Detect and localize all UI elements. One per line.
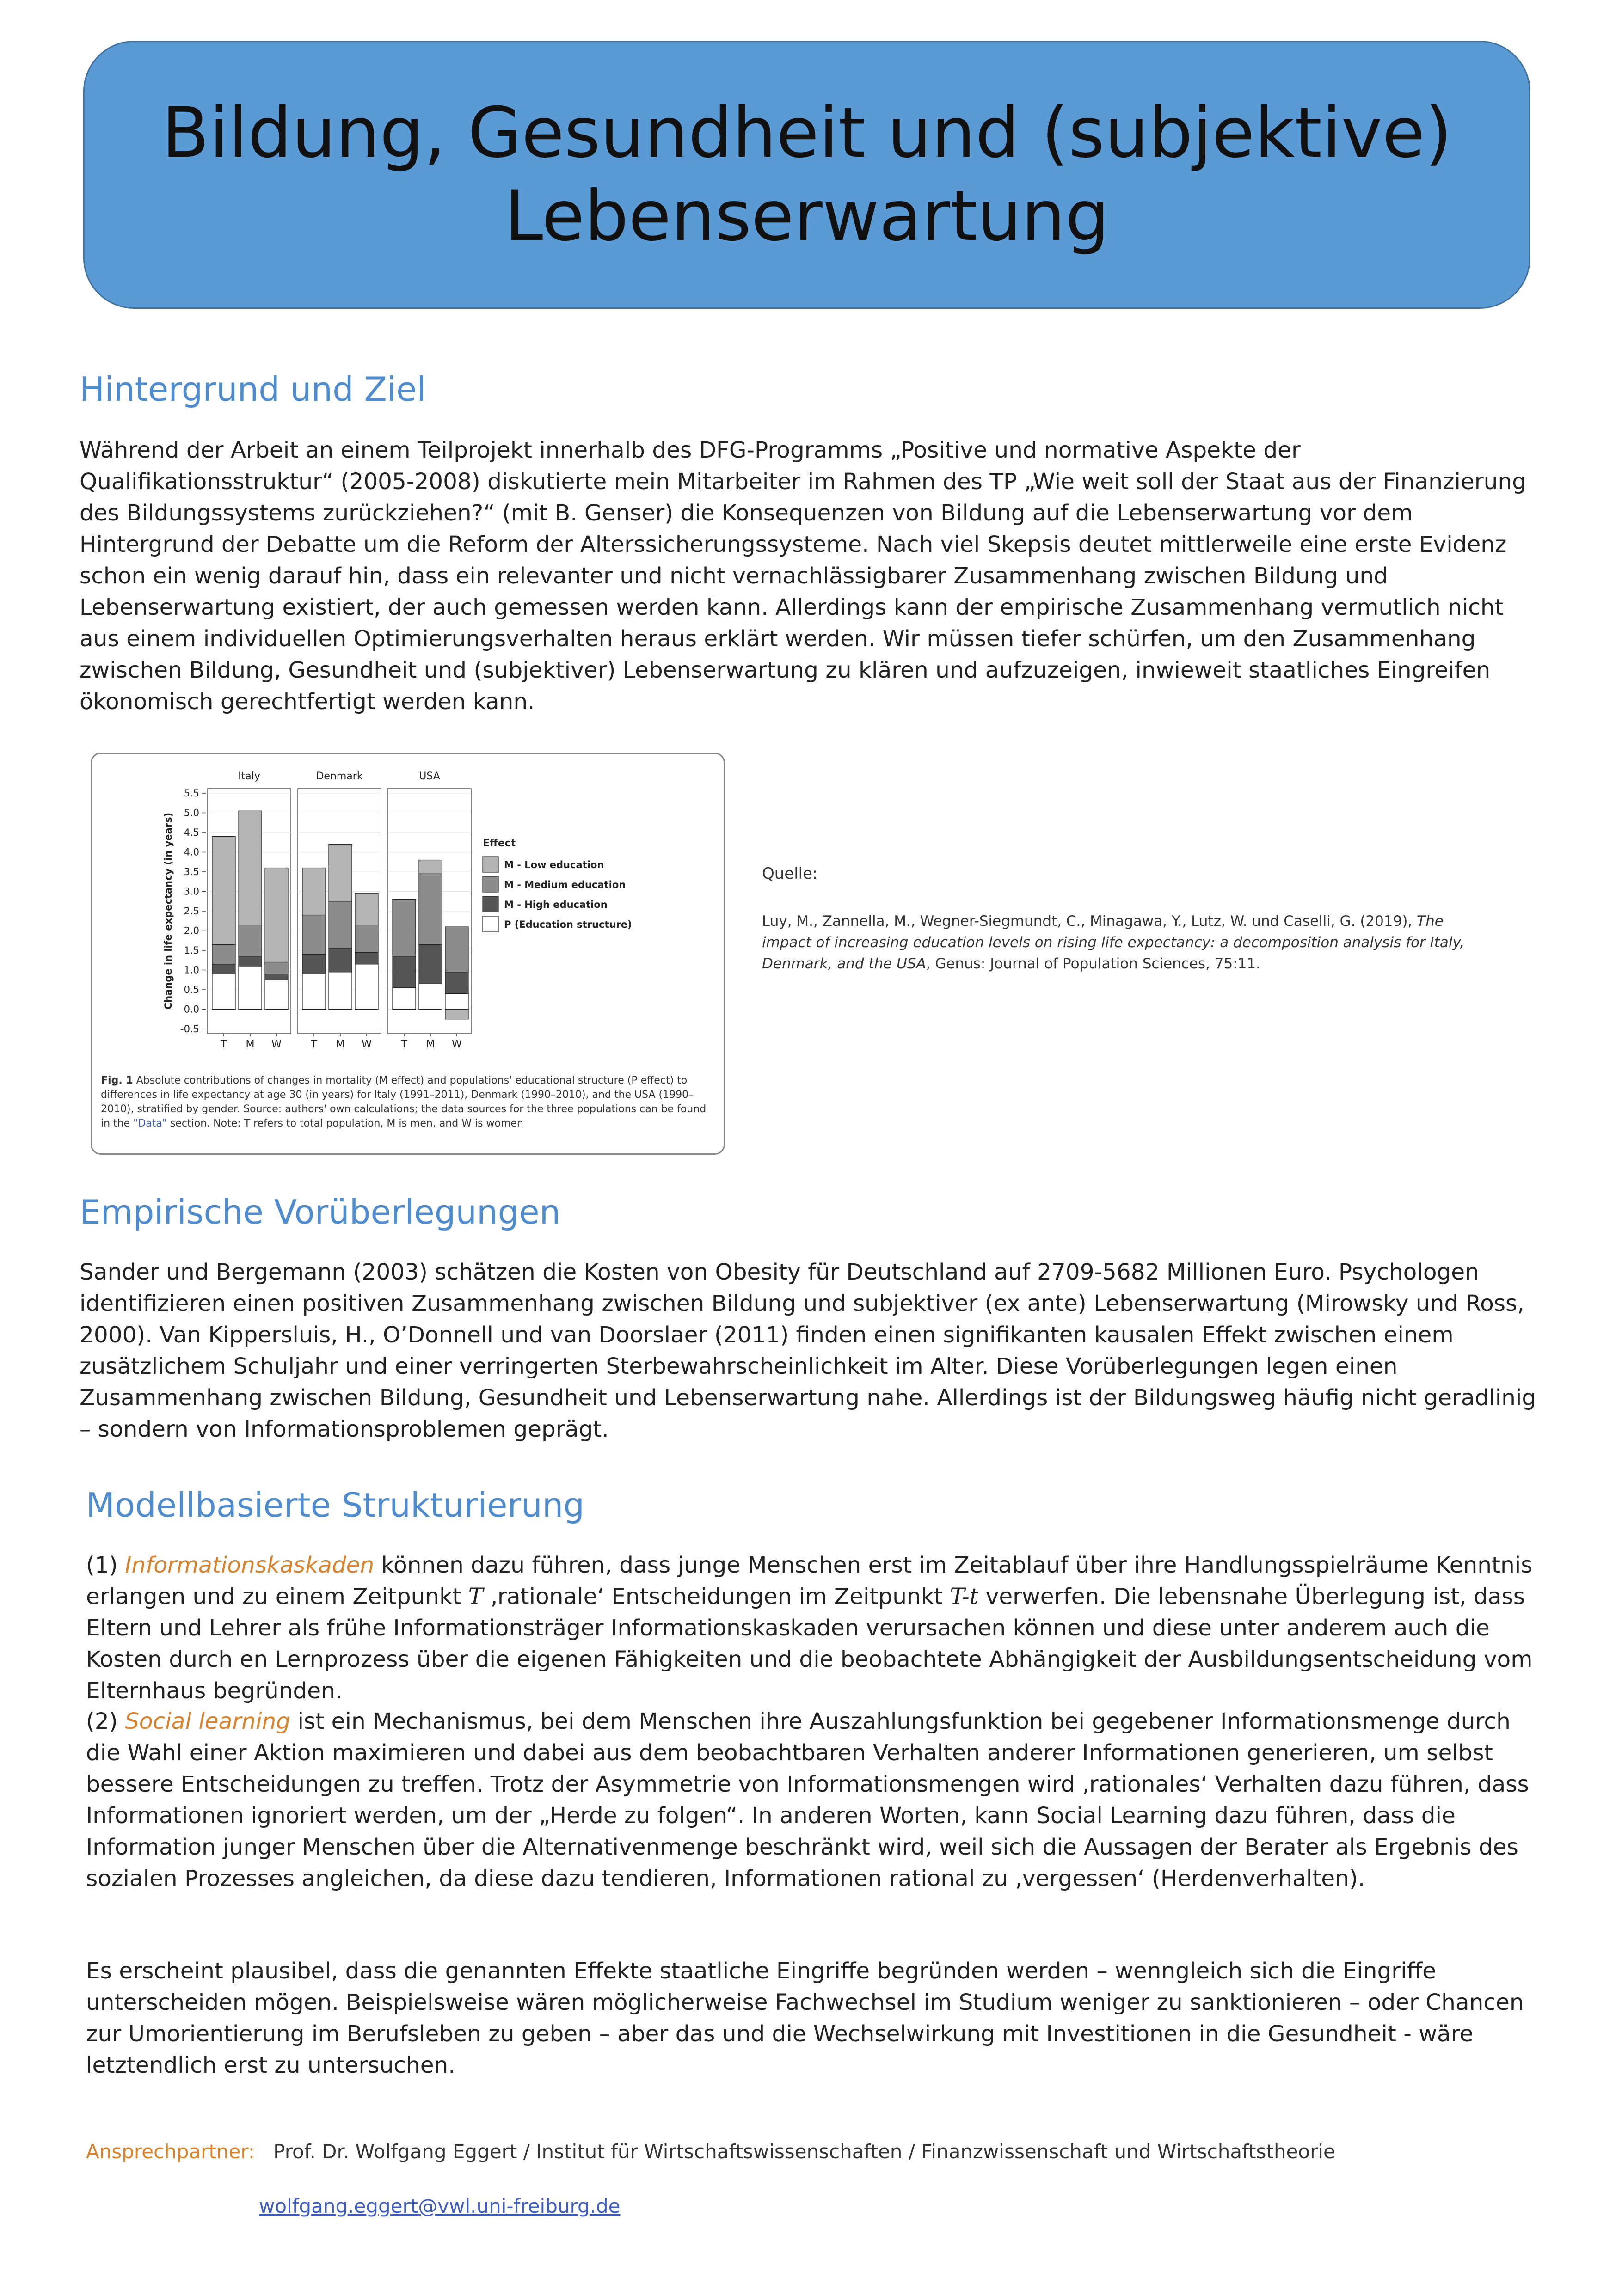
paragraph-empirische: Sander und Bergemann (2003) schätzen die Kosten von Obesity für Deutschland auf 2709-5682 Millionen Euro. Psychologen identifizieren einen positiven Zusammenhang zwischen Bildung und subjektiver (ex ante) Lebenserwartung (Mirowsky und Ross, 2000). Van Kippersluis, H., O’Donnell und van Doorslaer (2011) finden einen signifikanten kausalen Effekt zwischen einem zusätzlichem Schuljahr und einer verringerten Sterbewahrscheinlichkeit im Alter. Diese Vorüberlegungen legen einen Zusammenhang zwischen Bildung, Gesundheit und Lebenserwartung nahe. Allerdings ist der Bildungsweg häufig nicht geradlinig – sondern von Informationsproblemen geprägt. bbox=[80, 1259, 1536, 1442]
y-tick-label: 4.5 bbox=[184, 827, 199, 838]
page-title-line-1: Bildung, Gesundheit und (subjektive) bbox=[161, 93, 1452, 173]
bar-segment bbox=[355, 894, 378, 925]
y-tick-label: 0.5 bbox=[184, 984, 199, 995]
term-informationskaskaden: Informationskaskaden bbox=[125, 1552, 375, 1578]
heading-hintergrund: Hintergrund und Ziel bbox=[80, 370, 426, 409]
source-journal: , Genus: Journal of Population Sciences, 75:11. bbox=[926, 955, 1260, 972]
y-tick-label: 5.5 bbox=[184, 788, 199, 799]
legend-swatch bbox=[483, 896, 498, 912]
bar-segment bbox=[239, 956, 262, 966]
bar-segment bbox=[212, 974, 235, 1010]
bar-segment bbox=[445, 927, 468, 972]
bar-segment bbox=[265, 868, 288, 962]
bar-segment bbox=[393, 956, 416, 988]
x-tick-label: T bbox=[221, 1039, 227, 1050]
source-label: Quelle: bbox=[762, 864, 818, 883]
bar-segment bbox=[419, 944, 442, 984]
x-tick-label: W bbox=[271, 1039, 282, 1050]
bar-segment bbox=[445, 972, 468, 994]
source-authors: Luy, M., Zannella, M., Wegner-Siegmundt, C., Minagawa, Y., Lutz, W. und Caselli, G. (2019), bbox=[762, 913, 1417, 930]
source-citation bbox=[762, 911, 1483, 974]
bar-segment bbox=[355, 925, 378, 953]
bar-segment bbox=[419, 984, 442, 1009]
contact-label: Ansprechpartner: bbox=[86, 2140, 255, 2163]
figure-caption-label: Fig. 1 bbox=[101, 1075, 133, 1086]
math-T: T bbox=[468, 1584, 484, 1610]
legend-title: Effect bbox=[483, 838, 516, 849]
heading-empirische: Empirische Vorüberlegungen bbox=[80, 1193, 561, 1231]
y-tick-label: 2.5 bbox=[184, 906, 199, 917]
p1-text-b: ‚rationale‘ Entscheidungen im Zeitpunkt bbox=[483, 1584, 950, 1610]
paragraph-fazit: Es erscheint plausibel, dass die genannten Effekte staatliche Eingriffe begründen werden – wenngleich sich die Eingriffe unterscheiden mögen. Beispielsweise wären möglicherweise Fachwechsel im Studium weniger zu sanktionieren – oder Chancen zur Umorientierung im Berufsleben zu geben – aber das und die Wechselwirkung mit Investitionen in die Gesundheit - wäre letztendlich erst zu untersuchen. bbox=[86, 1958, 1524, 2078]
p1-text-c: verwerfen. Die lebensnahe Überlegung ist, dass Eltern und Lehrer als frühe Informationsträger Informationskaskaden verursachen können und diese unter anderem auch die Kosten durch en Lernprozess über die eigenen Fähigkeiten und die beobachtete Abhängigkeit der Ausbildungsentscheidung vom Elternhaus begründen. bbox=[86, 1584, 1533, 1704]
x-tick-label: M bbox=[246, 1039, 255, 1050]
figure-caption-data-link[interactable]: "Data" bbox=[133, 1118, 167, 1129]
bar-segment bbox=[212, 837, 235, 945]
bar-segment bbox=[329, 972, 352, 1010]
legend-label: M - Low education bbox=[504, 859, 604, 870]
panel-title: Denmark bbox=[316, 771, 363, 782]
term-social-learning: Social learning bbox=[125, 1708, 291, 1734]
x-tick-label: T bbox=[401, 1039, 407, 1050]
source-title: The impact of increasing education levels on rising life expectancy: a decomposition analysis for Italy, Denmark, and the USA bbox=[762, 913, 1465, 972]
x-tick-label: W bbox=[452, 1039, 462, 1050]
y-tick-label: 3.0 bbox=[184, 886, 199, 897]
y-tick-label: 4.0 bbox=[184, 846, 199, 858]
bar-segment bbox=[355, 964, 378, 1010]
p2-text: ist ein Mechanismus, bei dem Menschen ihre Auszahlungsfunktion bei gegebener Informationsmenge durch die Wahl einer Aktion maximieren und dabei aus dem beobachtbaren Verhalten anderer Informationen generieren, um selbst bessere Entscheidungen zu treffen. Trotz der Asymmetrie von Informationsmengen wird ‚rationales‘ Verhalten dazu führen, dass Informationen ignoriert werden, um der „Herde zu folgen“. In anderen Worten, kann Social Learning dazu führen, dass die Information junger Menschen über die Alternativenmenge beschränkt wird, weil sich die Aussagen der Berater als Ergebnis des sozialen Prozesses angleichen, da diese dazu tendieren, Informationen rational zu ‚vergessen‘ (Herdenverhalten). bbox=[86, 1708, 1529, 1892]
p1-prefix: (1) bbox=[86, 1552, 125, 1578]
panel-title: USA bbox=[419, 771, 440, 782]
bar-segment bbox=[393, 988, 416, 1010]
p1-text-a: können dazu führen, dass junge Menschen erst im Zeitablauf über ihre Handlungsspielräume Kenntnis erlangen und zu einem Zeitpunkt bbox=[86, 1552, 1533, 1610]
bar-segment bbox=[302, 868, 326, 915]
x-tick-label: W bbox=[362, 1039, 372, 1050]
y-tick-label: 1.5 bbox=[184, 945, 199, 956]
bar-segment bbox=[419, 860, 442, 874]
y-tick-label: 1.0 bbox=[184, 964, 199, 976]
page-title-line-2: Lebenserwartung bbox=[504, 176, 1110, 257]
bar-segment bbox=[302, 915, 326, 955]
bar-segment bbox=[212, 964, 235, 974]
bar-segment bbox=[355, 952, 378, 964]
bar-segment bbox=[329, 845, 352, 901]
legend-label: P (Education structure) bbox=[504, 919, 632, 930]
figure-caption-end: section. Note: T refers to total population, M is men, and W is women bbox=[166, 1118, 523, 1129]
bar-segment bbox=[239, 811, 262, 925]
bar-segment bbox=[445, 994, 468, 1010]
title-banner bbox=[83, 41, 1530, 309]
y-tick-label: 3.5 bbox=[184, 866, 199, 877]
contact-email-link[interactable]: wolfgang.eggert@vwl.uni-freiburg.de bbox=[259, 2195, 621, 2217]
legend-swatch bbox=[483, 916, 498, 932]
bar-segment bbox=[265, 974, 288, 980]
legend-label: M - Medium education bbox=[504, 879, 626, 890]
x-tick-label: T bbox=[311, 1039, 317, 1050]
bar-segment bbox=[239, 925, 262, 956]
bar-segment bbox=[265, 980, 288, 1010]
stacked-bar-chart bbox=[92, 754, 724, 1073]
bar-segment bbox=[419, 874, 442, 944]
y-tick-label: 0.0 bbox=[184, 1004, 199, 1015]
paragraph-hintergrund: Während der Arbeit an einem Teilprojekt innerhalb des DFG-Programms „Positive und normative Aspekte der Qualifikationsstruktur“ (2005-2008) diskutierte mein Mitarbeiter im Rahmen des TP „Wie weit soll der Staat aus der Finanzierung des Bildungssystems zurückziehen?“ (mit B. Genser) die Konsequenzen von Bildung auf die Lebenserwartung vor dem Hintergrund der Debatte um die Reform der Alterssicherungssysteme. Nach viel Skepsis deutet mittlerweile eine erste Evidenz schon ein wenig darauf hin, dass ein relevanter und nicht vernachlässigbarer Zusammenhang zwischen Bildung und Lebenserwartung existiert, der auch gemessen werden kann. Allerdings kann der empirische Zusammenhang vermutlich nicht aus einem individuellen Optimierungsverhalten heraus erklärt werden. Wir müssen tiefer schürfen, um den Zusammenhang zwischen Bildung, Gesundheit und (subjektiver) Lebenserwartung zu klären und aufzuzeigen, inwieweit staatliches Eingreifen ökonomisch gerechtfertigt werden kann. bbox=[80, 437, 1526, 715]
panel-title: Italy bbox=[238, 771, 260, 782]
y-tick-label: 5.0 bbox=[184, 807, 199, 819]
contact-line bbox=[86, 2140, 1335, 2163]
legend-swatch bbox=[483, 876, 498, 892]
bar-segment bbox=[265, 962, 288, 974]
contact-text: Prof. Dr. Wolfgang Eggert / Institut für Wirtschaftswissenschaften / Finanzwissenschaft und Wirtschaftstheorie bbox=[273, 2140, 1335, 2163]
bar-segment bbox=[329, 901, 352, 949]
heading-modellbasiert: Modellbasierte Strukturierung bbox=[86, 1486, 585, 1525]
x-tick-label: M bbox=[426, 1039, 435, 1050]
bar-segment bbox=[302, 974, 326, 1010]
x-tick-label: M bbox=[336, 1039, 345, 1050]
paragraph-social-learning bbox=[86, 1706, 1547, 1894]
legend-swatch bbox=[483, 857, 498, 872]
bar-segment bbox=[212, 944, 235, 964]
bar-segment bbox=[445, 1010, 468, 1019]
bar-segment bbox=[239, 966, 262, 1010]
y-axis-label: Change in life expectancy (in years) bbox=[163, 812, 174, 1010]
math-T-t: T-t bbox=[950, 1584, 979, 1610]
bar-segment bbox=[329, 949, 352, 972]
bar-segment bbox=[393, 900, 416, 956]
figure-caption bbox=[101, 1073, 716, 1131]
legend-label: M - High education bbox=[504, 899, 608, 910]
paragraph-informationskaskaden bbox=[86, 1549, 1547, 1707]
y-tick-label: -0.5 bbox=[180, 1023, 199, 1035]
figure-caption-text: Absolute contributions of changes in mortality (M effect) and populations' educational structure (P effect) to differences in life expectancy at age 30 (in years) for Italy (1991–2011), Denmark (1990–2010), and the USA (1990–2010), stratified by gender. Source: authors' own calculations; the data sources for the three populations can be found in the bbox=[101, 1075, 707, 1129]
p2-prefix: (2) bbox=[86, 1708, 125, 1734]
bar-segment bbox=[302, 955, 326, 974]
y-tick-label: 2.0 bbox=[184, 925, 199, 937]
